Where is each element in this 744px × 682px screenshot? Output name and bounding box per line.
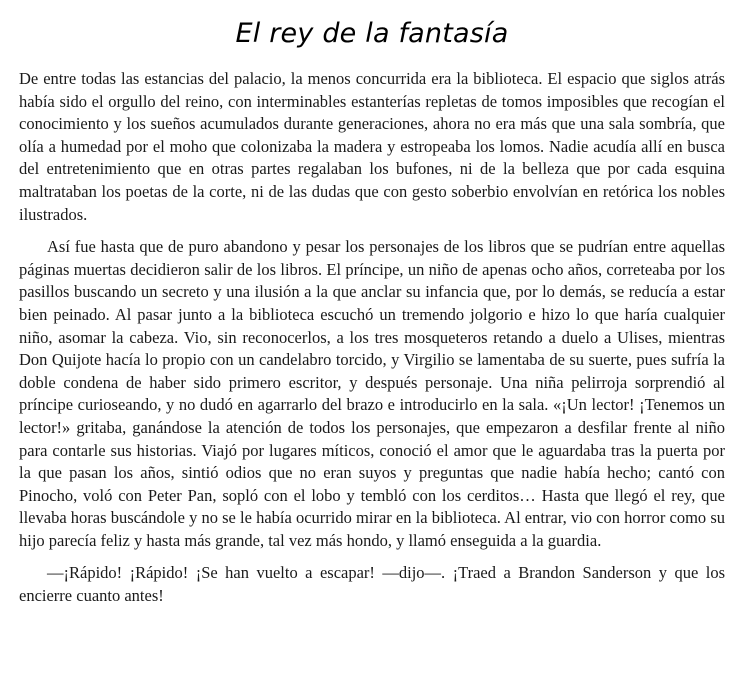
paragraph-3: —¡Rápido! ¡Rápido! ¡Se han vuelto a escapar! —dijo—. ¡Traed a Brandon Sanderson y que los encierre cuanto antes! bbox=[19, 563, 725, 606]
page-title: El rey de la fantasía bbox=[235, 18, 509, 49]
paragraph-2: Así fue hasta que de puro abandono y pesar los personajes de los libros que se pudrían entre aquellas páginas muertas decidieron salir de los libros. El príncipe, un niño de apenas ocho años, correteaba por los pasillos buscando un secreto y una ilusión a la que anclar su infancia que, por lo demás, se reducía a estar bien peinado. Al pasar junto a la biblioteca escuchó un tremendo jolgorio e hizo lo que haría cualquier niño, asomar la cabeza. Vio, sin reconocerlos, a los tres mosqueteros retando a duelo a Ulises, mientras Don Quijote hacía lo propio con un candelabro torcido, y Virgilio se lamentaba de su suerte, pues sufría la doble condena de haber sido primero escritor, y después personaje. Una niña pelirroja sorprendió al príncipe curioseando, y no dudó en agarrarlo del brazo e introducirlo en la sala. «¡Un lector! ¡Tenemos un lector!» gritaba, ganándose la atención de todos los personajes, que empezaron a desfilar frente al niño para contarle sus historias. Viajó por lugares míticos, conoció el amor que le aguardaba tras la puerta por la que pasan los años, sintió odios que no eran suyos y preguntas que nadie había hecho; cantó con Pinocho, voló con Peter Pan, sopló con el lobo y tembló con los cerditos… Hasta que llegó el rey, que llevaba horas buscándole y no se le había ocurrido mirar en la biblioteca. Al entrar, vio con horror como su hijo parecía feliz y hasta más grande, tal vez más hondo, y llamó enseguida a la guardia. bbox=[19, 237, 725, 550]
paragraph-1: De entre todas las estancias del palacio, la menos concurrida era la biblioteca. El espacio que siglos atrás había sido el orgullo del reino, con interminables estanterías repletas de tomos imposibles que recogían el conocimiento y los sueños acumulados durante generaciones, ahora no era más que una sala sombría, que olía a humedad por el moho que colonizaba la madera y estropeaba los lomos. Nadie acudía allí en busca del entretenimiento que en otras partes regalaban los bufones, ni de la belleza que por cada esquina maltrataban los poetas de la corte, ni de las dudas que con gesto soberbio envolvían en retórica los nobles ilustrados. bbox=[19, 69, 725, 224]
